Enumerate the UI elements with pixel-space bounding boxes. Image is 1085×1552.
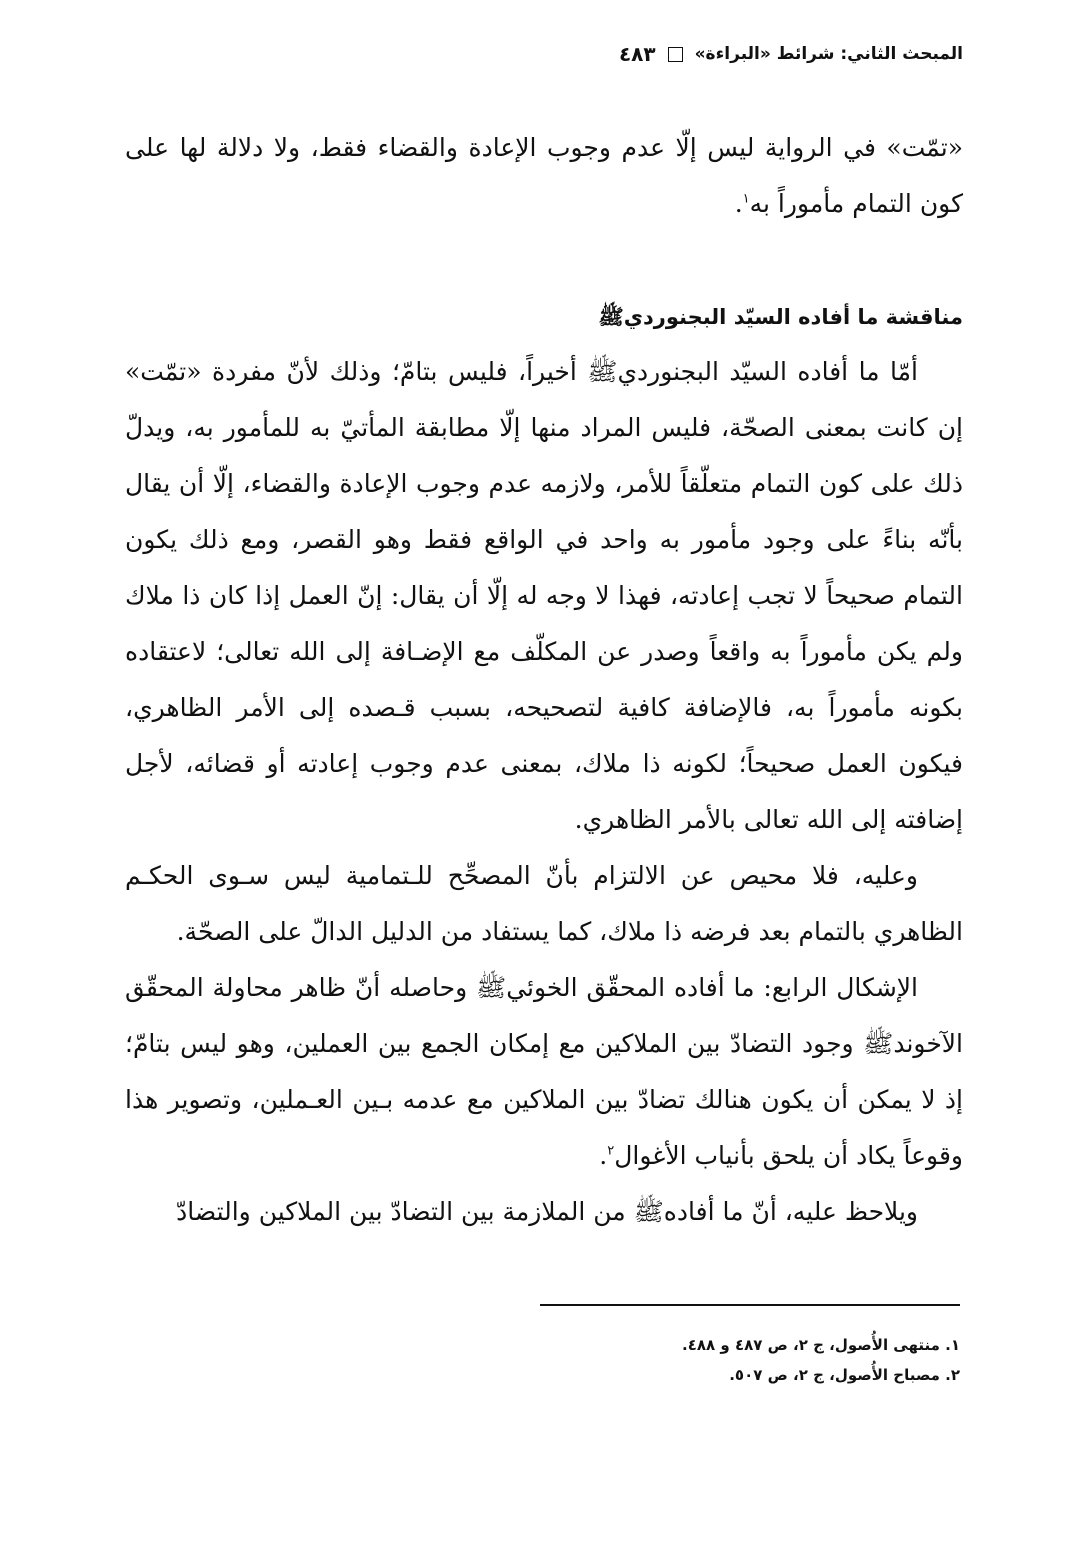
footnote-divider <box>540 1304 960 1306</box>
paragraph-1 <box>125 120 963 232</box>
running-head <box>123 38 963 70</box>
page-number: ٤٨٣ <box>618 42 656 66</box>
paragraph-4-end: . <box>599 1141 608 1170</box>
running-head-title: المبحث الثاني: شرائط «البراءة» <box>694 44 963 64</box>
paragraph-4 <box>125 960 963 1184</box>
footnote-ref-1[interactable]: ١ <box>742 191 750 207</box>
footnote-ref-2[interactable]: ٢ <box>607 1143 615 1159</box>
paragraph-2: أمّا ما أفاده السيّد البجنورديﷺ أخيراً، فليس بتامّ؛ وذلك لأنّ مفردة «تمّت» إن كانت بمعنى الصحّة، فليس المراد منها إلّا مطابقة المأتيّ به للمأمور به، ويدلّ ذلك على كون التمام متعلّقاً للأمر، ولازمه عدم وجوب الإعادة والقضاء، إلّا أن يقال بأنّه بناءً على وجود مأمور به واحد في الواقع فقط وهو القصر، ومع ذلك يكون التمام صحيحاً لا تجب إعادته، فهذا لا وجه له إلّا أن يقال: إنّ العمل إذا كان ذا ملاك ولم يكن مأموراً به واقعاً وصدر عن المكلّف مع الإضـافة إلى الله تعالى؛ لاعتقاده بكونه مأموراً به، فالإضافة كافية لتصحيحه، بسبب قـصده إلى الأمر الظاهري، فيكون العمل صحيحاً؛ لكونه ذا ملاك، بمعنى عدم وجوب إعادته أو قضائه، لأجل إضافته إلى الله تعالى بالأمر الظاهري. <box>125 357 963 834</box>
square-ornament-icon <box>668 47 683 62</box>
footnotes <box>140 1330 960 1390</box>
paragraph-4-text: الإشكال الرابع: ما أفاده المحقّق الخوئيﷺ وحاصله أنّ ظاهر محاولة المحقّق الآخوندﷺ وجود التضادّ بين الملاكين مع إمكان الجمع بين العملين، وهو ليس بتامّ؛ إذ لا يمكن أن يكون هنالك تضادّ بين الملاكين مع عدمه بـين العـملين، وتصوير هذا وقوعاً يكاد أن يلحق بأنياب الأغوال <box>125 973 963 1170</box>
footnote-2: ٢. مصباح الأُصول، ج ٢، ص ٥٠٧. <box>729 1366 960 1384</box>
paragraph-3: وعليه، فلا محيص عن الالتزام بأنّ المصحِّح للـتمامية ليس سـوى الحكـم الظاهري بالتمام بعد فرضه ذا ملاك، كما يستفاد من الدليل الدالّ على الصحّة. <box>125 861 963 946</box>
paragraph-5: ويلاحظ عليه، أنّ ما أفادهﷺ من الملازمة بين التضادّ بين الملاكين والتضادّ <box>176 1197 918 1226</box>
footnote-1: ١. منتهى الأُصول، ج ٢، ص ٤٨٧ و ٤٨٨. <box>682 1336 960 1354</box>
main-text <box>125 120 963 1240</box>
paragraph-1-text: «تمّت» في الرواية ليس إلّا عدم وجوب الإعادة والقضاء فقط، ولا دلالة لها على كون التمام مأموراً به <box>125 133 963 218</box>
section-heading: مناقشة ما أفاده السيّد البجنورديﷺ <box>598 305 963 329</box>
paragraph-1-end: . <box>734 189 743 218</box>
